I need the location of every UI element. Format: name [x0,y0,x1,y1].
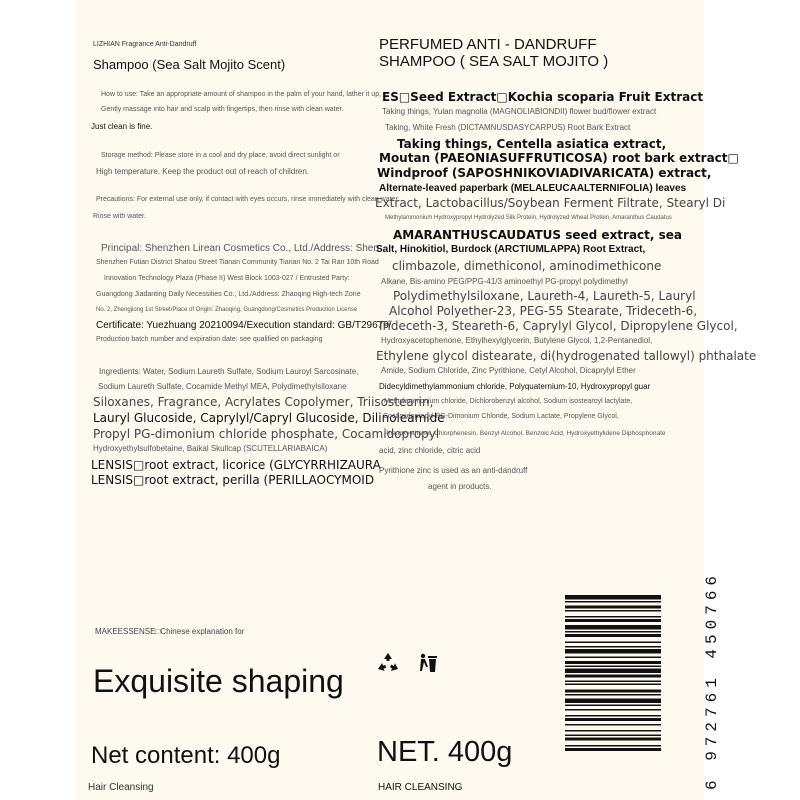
precautions-text: Precautions: For external use only, if contact with eyes occurs, rinse immediately with clean water. [96,196,400,203]
net-content: Net content: 400g [91,742,281,769]
product-name: Shampoo (Sea Salt Mojito Scent) [93,57,286,72]
barcode-bar [565,657,661,659]
ingredients-text: Hydroxyacetophenone, Ethylhexylglycerin, Butylene Glycol, 1,2-Pentanediol, [381,336,653,345]
precautions-text: Rinse with water. [93,213,146,220]
barcode-bar [565,675,661,678]
barcode-number: 6 972761 450766 [703,570,721,790]
makeessense-text: MAKEESSENSE□Chinese explanation for [95,627,245,636]
principal-text: Guangdong Jiadanting Daily Necessities Co., Ltd./Address: Zhaoqing High-tech Zone [96,291,361,298]
trash-bin-icon [416,651,440,675]
ingredients-text: Polydimethylsiloxane, Laureth-4, Laureth-5, Lauryl [393,289,696,303]
ingredients-text: Taking, White Fresh (DICTAMNUSDASYCARPUS) Root Bark Extract [385,123,631,132]
barcode-bar [565,718,661,721]
ingredients-text: Amide, Sodium Chloride, Zinc Pyrithione, Cetyl Alcohol, Dicaprylyl Ether [381,366,636,375]
category-text: Hair Cleansing [88,782,154,793]
barcode-bar [565,699,661,704]
ingredients-text: climbazole, dimethiconol, aminodimethicone [392,259,662,273]
barcode-bar [565,745,661,747]
ingredients-text: Extract, Lactobacillus/Soybean Ferment Filtrate, Stearyl Di [375,196,726,210]
ingredients-text: Taking things, Yulan magnolia (MAGNOLIABIONDII) flower bud/flower extract [382,107,657,116]
principal-text: Principal: Shenzhen Lirean Cosmetics Co., Ltd./Address: Shen [101,243,379,254]
barcode-bar [565,684,661,686]
ingredients-text: Siloxanes, Fragrance, Acrylates Copolymer, Triisostearin, [93,395,434,409]
barcode-bar [565,619,661,622]
batch-text: Production batch number and expiration date: see qualified on packaging [96,336,323,343]
barcode-bar [565,606,661,609]
barcode-bar [565,669,661,674]
ingredients-text: Methylammonium chloride, Dichlorobenzyl alcohol, Sodium isostearoyl lactylate, [384,398,633,405]
ingredients-text: Propyl PG-dimonium chloride phosphate, Cocamidopropyl [93,427,440,441]
ingredients-text: Salt, Hinokitiol, Burdock (ARCTIUMLAPPA) Root Extract, [376,244,646,255]
usage-text: Just clean is fine. [91,122,153,131]
barcode-bar [565,724,661,726]
ingredients-text: Taking things, Centella asiatica extract, [397,137,667,151]
barcode-bar [565,738,661,741]
ingredients-text: Alcohol Polyether-23, PEG-55 Stearate, Trideceth-6, [389,304,698,318]
barcode-bar [565,601,661,603]
ingredients-text: Lauryl Glucoside, Caprylyl/Capryl Glucoside, Dilinoleamide [93,411,445,425]
ingredients-text: LENSIS□root extract, licorice (GLYCYRRHIZAURA [91,458,381,472]
barcode-bar [565,709,661,711]
ingredients-text: acid, zinc chloride, citric acid [379,446,481,455]
principal-text: Shenzhen Futian District Shatou Street Tianan Community Tianan No. 2 Tai Ran 10th Road [96,259,379,266]
usage-text: How to use: Take an appropriate amount of shampoo in the palm of your hand, lather it up, [101,91,382,98]
barcode-bar [565,748,661,751]
ingredients-text: Pyrithione zinc is used as an anti-dandruff [379,466,528,475]
barcode-bar [565,715,661,717]
barcode-bar [565,694,661,696]
barcode-bar [565,616,661,618]
ingredients-text: Alternate-leaved paperbark (MELALEUCAALTERNIFOLIA) leaves [379,183,687,194]
barcode-bar [565,634,661,637]
category-text-en: HAIR CLEANSING [378,782,463,793]
barcode-bar [565,610,661,612]
barcode-bar [565,666,661,668]
barcode-bar [565,625,661,630]
certificate-text: Certificate: Yuezhuang 20210094/Execution standard: GB/T29679/ [96,320,392,331]
barcode-bar [565,705,661,707]
ingredients-text: agent in products. [428,482,492,491]
ingredients-text: Methylammonium Hydroxypropyl Hydrolyzed Silk Protein, Hydrolyzed Wheat Protein, Amaranthus Caudatus [385,215,672,221]
ingredients-text: Cocamidopropyl PG-Dimonium Chloride, Sodium Lactate, Propylene Glycol, [383,413,619,420]
storage-text: Storage method: Please store in a cool and dry place, avoid direct sunlight or [101,152,340,159]
ingredients-text: AMARANTHUSCAUDATUS seed extract, sea [393,228,683,242]
barcode-bar [565,642,661,644]
barcode-bar [565,681,661,683]
ingredients-text: Ethylene glycol distearate, di(hydrogenated tallowyl) phthalate [376,349,757,363]
title-line: SHAMPOO ( SEA SALT MOJITO ) [379,53,609,70]
usage-text: Gently massage into hair and scalp with fingertips, then rinse with clean water. [101,106,344,113]
ingredients-text: Didecyldimethylammonium chloride, Polyquaternium-10, Hydroxypropyl guar [379,382,651,391]
barcode-bar [565,646,661,648]
recycle-icon [376,652,400,674]
barcode-bar [565,595,661,600]
barcode-bar [565,730,661,732]
barcode-bar [565,649,661,654]
product-label [75,0,757,800]
ingredients-text: Phenoxyethanol, Chlorphenesin, Benzyl Alcohol, Benzoic Acid, Hydroxyethylidene Diphosphonate [384,430,666,437]
ingredients-text: Ingredients: Water, Sodium Laureth Sulfate, Sodium Lauroyl Sarcosinate, [99,367,359,376]
ingredients-text: Windproof (SAPOSHNIKOVIADIVARICATA) extract, [377,166,712,180]
barcode-bar [565,735,661,737]
ingredients-text: Sodium Laureth Sulfate, Cocamide Methyl MEA, Polydimethylsiloxane [98,382,347,391]
barcode-bar [565,690,661,693]
principal-text: Innovation Technology Plaza (Phase II) West Block 1003-027 / Entrusted Party: [104,275,350,282]
barcode-bar [565,631,661,633]
ingredients-text: Hydroxyethylsulfobetaine, Baikal Skullcap (SCUTELLARIABAICA) [93,444,328,453]
barcode [565,593,661,793]
ingredients-text: Trideceth-3, Steareth-6, Caprylyl Glycol, Dipropylene Glycol, [377,319,738,333]
brand-line: LIZHIAN Fragrance Anti-Dandruff [93,41,197,48]
principal-text: No. 2, Zhengjiong 1st Street/Place of Origin: Zhaoqing, Guangdong/Cosmetics Production License [96,307,358,313]
ingredients-text: LENSIS□root extract, perilla (PERILLAOCYMOID [91,473,375,487]
net-weight: NET. 400g [377,736,513,768]
tagline: Exquisite shaping [93,663,344,699]
ingredients-text: Moutan (PAEONIASUFFRUTICOSA) root bark extract□ [379,151,739,165]
ingredients-text: ES□Seed Extract□Kochia scoparia Fruit Extract [382,90,704,104]
title-line: PERFUMED ANTI - DANDRUFF [379,36,597,53]
barcode-bar [565,661,661,664]
storage-text: High temperature. Keep the product out of reach of children. [96,167,310,176]
ingredients-text: Alkane, Bis-amino PEG/PPG-41/3 aminoethyl PG-propyl polydimethyl [381,277,628,286]
